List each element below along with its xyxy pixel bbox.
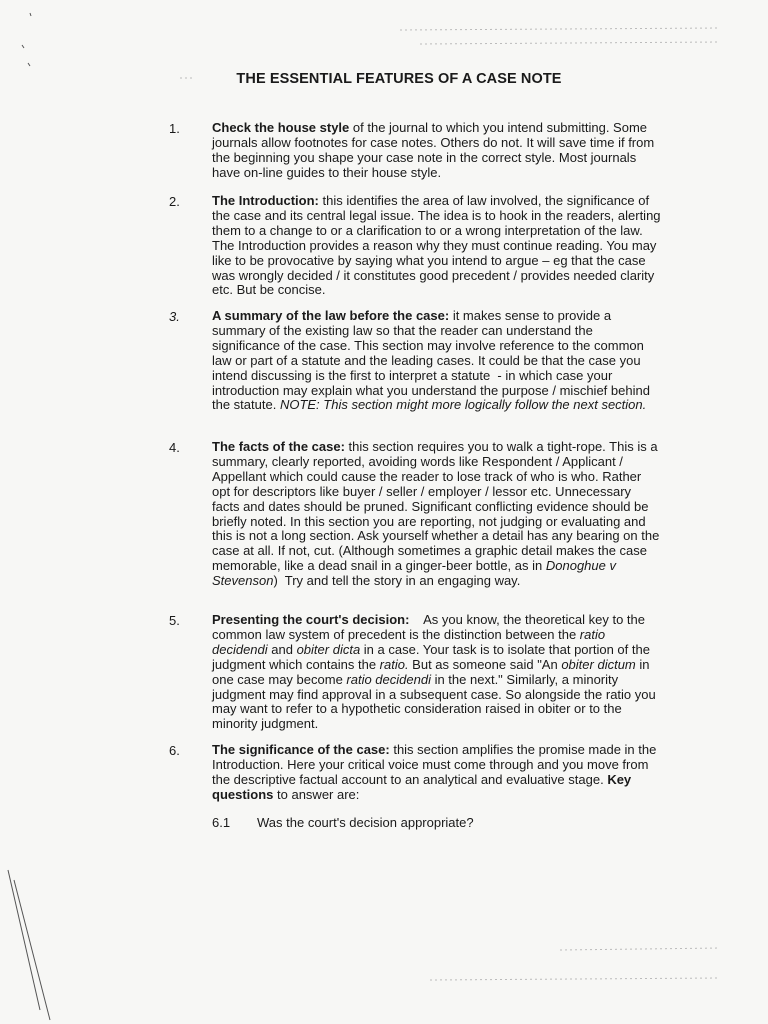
body-text: in the next." Similarly, a minority judgment may find approval in a subsequent case. So alongside the ratio you may want to refer to a hypothetic consideration raised in obiter or to the minority judgment. (212, 671, 660, 732)
italic-text: NOTE: This section might more logically follow the next section. (279, 397, 647, 413)
body-text: and (267, 641, 297, 657)
body-text: ) Try and tell the story in an engaging way. (273, 573, 521, 589)
body-text: As you know, the theoretical key to the common law system of precedent is the distinction between the (212, 612, 649, 642)
item-heading: The Introduction: (212, 193, 319, 208)
item-number: 2. (169, 194, 180, 209)
body-text: this section requires you to walk a tight-rope. This is a summary, clearly reported, avoiding words like Respondent / Applicant / Appellant which could cause the reader to lose track of who is who. Rather opt for descriptors like buyer / seller / employer / lessor etc. Unnecessary facts and dates should be pruned. Significant conflicting evidence should be briefly noted. In this section you are reporting, not judging or evaluating and this is not a long section. Ask yourself whether a detail has any bearing on the case at all. If not, cut. (Although sometimes a graphic detail makes the case memorable, like a dead snail in a ginger-beer bottle, as in (212, 439, 663, 574)
italic-text: ratio decidendi (346, 671, 431, 687)
item-heading: The significance of the case: (212, 742, 390, 757)
body-text: it makes sense to provide a summary of the existing law so that the reader can understand the significance of the case. This section may involve reference to the common law or part of a statute and the leading cases. It could be that the case you intend discussing is the first to interpret a statute - in which case your introduction may explain what you understand the purpose / mischief behind the statute. (212, 308, 654, 413)
sub-item-number: 6.1 (212, 815, 231, 830)
item-heading: Presenting the court's decision: (212, 612, 410, 627)
body-text: this identifies the area of law involved, the significance of the case and its central legal issue. The idea is to hook in the readers, alerting them to a change to or a clarification to or a wrong interpretation of the law. The Introduction provides a reason why they must continue reading. You may like to be provocative by saying what you intend to argue – eg that the case was wrongly decided / it constitutes good precedent / provides needed clarity etc. But be concise. (212, 193, 665, 298)
italic-text: ratio decidendi (212, 626, 609, 657)
item-number: 1. (169, 121, 180, 136)
item-body (212, 440, 662, 589)
page-title: THE ESSENTIAL FEATURES OF A CASE NOTE (236, 71, 562, 87)
item-heading: Check the house style (212, 120, 350, 135)
body-text: of the journal to which you intend submitting. Some journals allow footnotes for case notes. Others do not. It will save time if from the beginning you shape your case note in the correct style. Most journals have on-line guides to their house style. (212, 120, 658, 180)
italic-text: obiter dictum (561, 656, 636, 672)
item-body (212, 613, 662, 732)
item-number: 4. (169, 440, 180, 455)
body-text: to answer are: (273, 786, 360, 802)
item-body (212, 309, 662, 413)
item-body (212, 743, 662, 803)
item-body (212, 193, 665, 298)
bold-text: Key questions (212, 771, 635, 802)
italic-text: obiter dicta (296, 641, 361, 657)
sub-item-6-1 (212, 815, 474, 830)
body-text: this section amplifies the promise made in the Introduction. Here your critical voice must come through and you move from the descriptive factual account to an analytical and evaluative stage. (212, 742, 660, 787)
italic-text: Donoghue v Stevenson (212, 558, 620, 589)
body-text: But as someone said "An (408, 656, 562, 672)
italic-text: ratio. (379, 656, 409, 672)
item-number: 5. (169, 613, 180, 628)
body-text: in a case. Your task is to isolate that portion of the judgment which contains the (212, 641, 654, 672)
item-number: 6. (169, 743, 180, 758)
item-heading: The facts of the case: (212, 439, 345, 454)
body-text: in one case may become (212, 656, 654, 687)
item-body (212, 121, 662, 181)
item-number: 3. (169, 309, 180, 324)
sub-item-text: Was the court's decision appropriate? (257, 815, 474, 830)
item-heading: A summary of the law before the case: (212, 308, 450, 323)
